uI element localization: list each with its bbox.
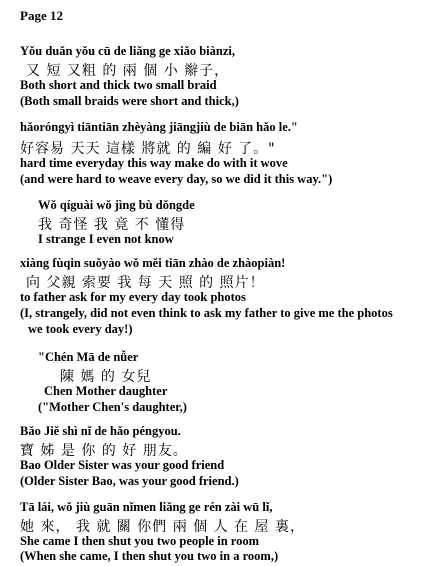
hanzi-line: 我 奇怪 我 竟 不 懂得	[38, 217, 186, 233]
translation-line: (and were hard to weave every day, so we did it this way.")	[20, 172, 333, 186]
gloss-line: hard time everyday this way make do with it wove	[20, 156, 288, 170]
translation-line: (Older Sister Bao, was your good friend.)	[20, 474, 239, 488]
hanzi-line: 寶 姊 是 你 的 好 朋友。	[20, 443, 188, 459]
gloss-line: Bao Older Sister was your good friend	[20, 458, 225, 472]
pinyin-line: Tā lái, wǒ jiù guān nǐmen liǎng ge rén zài wū lǐ,	[20, 500, 273, 514]
hanzi-line: 陳 媽 的 女兒	[60, 369, 152, 385]
pinyin-line: "Chén Mā de nǚer	[38, 350, 139, 364]
hanzi-line: 好容易 天天 這樣 將就 的 編 好 了。"	[20, 141, 276, 157]
translation-line: ("Mother Chen's daughter,)	[38, 400, 187, 414]
translation-line: (Both small braids were short and thick,)	[20, 94, 239, 108]
page-number: Page 12	[20, 8, 63, 23]
translation-line-cont: we took every day!)	[28, 322, 133, 336]
translation-line: (When she came, I then shut you two in a room,)	[20, 549, 279, 563]
hanzi-line: 向 父親 索要 我 每 天 照 的 照片！	[26, 275, 265, 291]
pinyin-line: Bǎo Jiě shì nǐ de hǎo péngyou.	[20, 424, 181, 438]
gloss-line: I strange I even not know	[38, 232, 174, 246]
pinyin-line: Wǒ qíguài wǒ jìng bù dǒngde	[38, 198, 195, 212]
hanzi-line: 她 來， 我 就 關 你們 兩 個 人 在 屋 裏，	[20, 519, 305, 535]
pinyin-line: hǎoróngyì tiāntiān zhèyàng jiāngjiù de biān hǎo le."	[20, 120, 298, 134]
hanzi-line: 又 短 又粗 的 兩 個 小 辮子，	[26, 63, 230, 79]
gloss-line: Chen Mother daughter	[44, 384, 168, 398]
pinyin-line: Yǒu duǎn yǒu cū de liǎng ge xiǎo biànzi,	[20, 44, 235, 58]
gloss-line: She came I then shut you two people in room	[20, 534, 260, 548]
gloss-line: to father ask for my every day took photos	[20, 290, 246, 304]
pinyin-line: xiàng fùqin suǒyào wǒ měi tiān zhào de zhàopiàn!	[20, 256, 286, 270]
gloss-line: Both short and thick two small braid	[20, 78, 217, 92]
translation-line: (I, strangely, did not even think to ask my father to give me the photos	[20, 306, 393, 320]
